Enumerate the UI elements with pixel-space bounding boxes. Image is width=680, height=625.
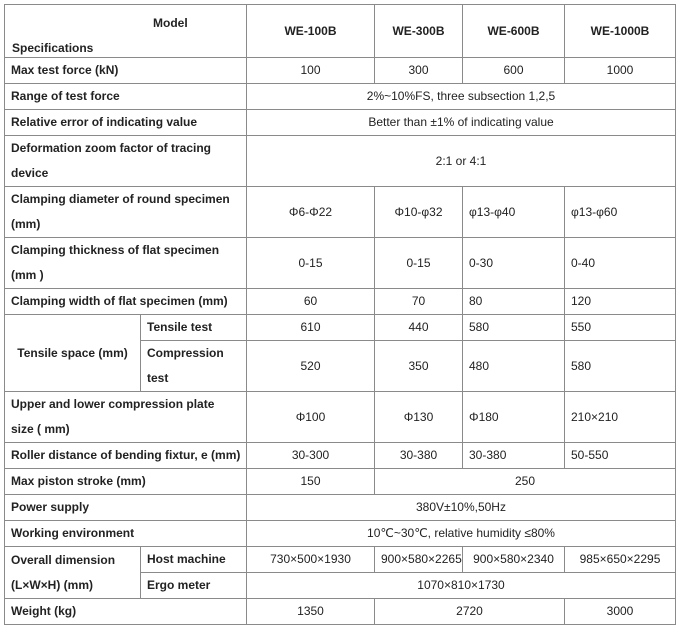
table-cell: 600 [463, 58, 565, 84]
table-cell: Φ180 [463, 392, 565, 443]
table-cell: 0-30 [463, 238, 565, 289]
table-cell: 610 [247, 315, 375, 341]
table-cell: 1350 [247, 599, 375, 625]
table-cell: 520 [247, 341, 375, 392]
table-cell: Φ6-Φ22 [247, 187, 375, 238]
row-max-force [5, 58, 676, 84]
row-tensile-test [5, 315, 676, 341]
row-label: Upper and lower compression plate size ( mm) [5, 392, 247, 443]
table-cell: 380V±10%,50Hz [247, 495, 676, 521]
table-cell: Φ100 [247, 392, 375, 443]
header-corner-cell [5, 5, 247, 58]
sub-label: Host machine [141, 547, 247, 573]
tensile-space-label: Tensile space (mm) [5, 315, 141, 392]
table-cell: 30-300 [247, 443, 375, 469]
model-we-100b: WE-100B [247, 5, 375, 58]
table-cell: 30-380 [463, 443, 565, 469]
table-cell: Φ130 [375, 392, 463, 443]
row-label: Max test force (kN) [5, 58, 247, 84]
table-cell: 2:1 or 4:1 [247, 136, 676, 187]
row-label: Relative error of indicating value [5, 110, 247, 136]
table-cell: 480 [463, 341, 565, 392]
table-cell: φ13-φ40 [463, 187, 565, 238]
table-cell: 550 [565, 315, 676, 341]
row-range [5, 84, 676, 110]
specifications-label: Specifications [12, 41, 94, 55]
table-cell: 210×210 [565, 392, 676, 443]
table-cell: 730×500×1930 [247, 547, 375, 573]
sub-label: Tensile test [141, 315, 247, 341]
table-cell: 70 [375, 289, 463, 315]
model-we-300b: WE-300B [375, 5, 463, 58]
table-cell: 350 [375, 341, 463, 392]
header-row [5, 5, 676, 58]
table-cell: 2720 [375, 599, 565, 625]
row-host-machine [5, 547, 676, 573]
table-cell: 80 [463, 289, 565, 315]
table-cell: 300 [375, 58, 463, 84]
row-relative-error [5, 110, 676, 136]
table-cell: 60 [247, 289, 375, 315]
row-label: Power supply [5, 495, 247, 521]
table-cell: Φ10-φ32 [375, 187, 463, 238]
table-cell: 150 [247, 469, 375, 495]
row-label: Clamping width of flat specimen (mm) [5, 289, 247, 315]
table-cell: 2%~10%FS, three subsection 1,2,5 [247, 84, 676, 110]
table-cell: 50-550 [565, 443, 676, 469]
table-cell: 0-15 [247, 238, 375, 289]
table-cell: 1070×810×1730 [247, 573, 676, 599]
table-cell: 10℃~30℃, relative humidity ≤80% [247, 521, 676, 547]
row-clamp-thickness [5, 238, 676, 289]
row-label: Clamping thickness of flat specimen (mm ) [5, 238, 247, 289]
table-cell: 3000 [565, 599, 676, 625]
row-label: Weight (kg) [5, 599, 247, 625]
table-cell: 120 [565, 289, 676, 315]
overall-dimension-label: Overall dimension (L×W×H) (mm) [5, 547, 141, 599]
row-label: Working environment [5, 521, 247, 547]
table-cell: 250 [375, 469, 676, 495]
row-working-environment [5, 521, 676, 547]
model-we-1000b: WE-1000B [565, 5, 676, 58]
row-label: Range of test force [5, 84, 247, 110]
model-label: Model [153, 16, 188, 30]
row-clamp-width [5, 289, 676, 315]
row-weight [5, 599, 676, 625]
table-cell: 580 [565, 341, 676, 392]
specification-table [4, 4, 676, 625]
table-cell: 0-15 [375, 238, 463, 289]
row-piston-stroke [5, 469, 676, 495]
model-we-600b: WE-600B [463, 5, 565, 58]
row-label: Clamping diameter of round specimen (mm) [5, 187, 247, 238]
row-deformation [5, 136, 676, 187]
row-label: Roller distance of bending fixtur, e (mm) [5, 443, 247, 469]
table-cell: 580 [463, 315, 565, 341]
table-cell: 985×650×2295 [565, 547, 676, 573]
table-cell: 440 [375, 315, 463, 341]
table-cell: 1000 [565, 58, 676, 84]
sub-label: Compression test [141, 341, 247, 392]
table-cell: φ13-φ60 [565, 187, 676, 238]
table-cell: 0-40 [565, 238, 676, 289]
row-power-supply [5, 495, 676, 521]
row-clamp-round [5, 187, 676, 238]
row-roller-distance [5, 443, 676, 469]
table-cell: 100 [247, 58, 375, 84]
table-cell: 30-380 [375, 443, 463, 469]
row-plate-size [5, 392, 676, 443]
row-label: Deformation zoom factor of tracing device [5, 136, 247, 187]
table-cell: 900×580×2265 [375, 547, 463, 573]
table-cell: Better than ±1% of indicating value [247, 110, 676, 136]
table-cell: 900×580×2340 [463, 547, 565, 573]
sub-label: Ergo meter [141, 573, 247, 599]
row-label: Max piston stroke (mm) [5, 469, 247, 495]
